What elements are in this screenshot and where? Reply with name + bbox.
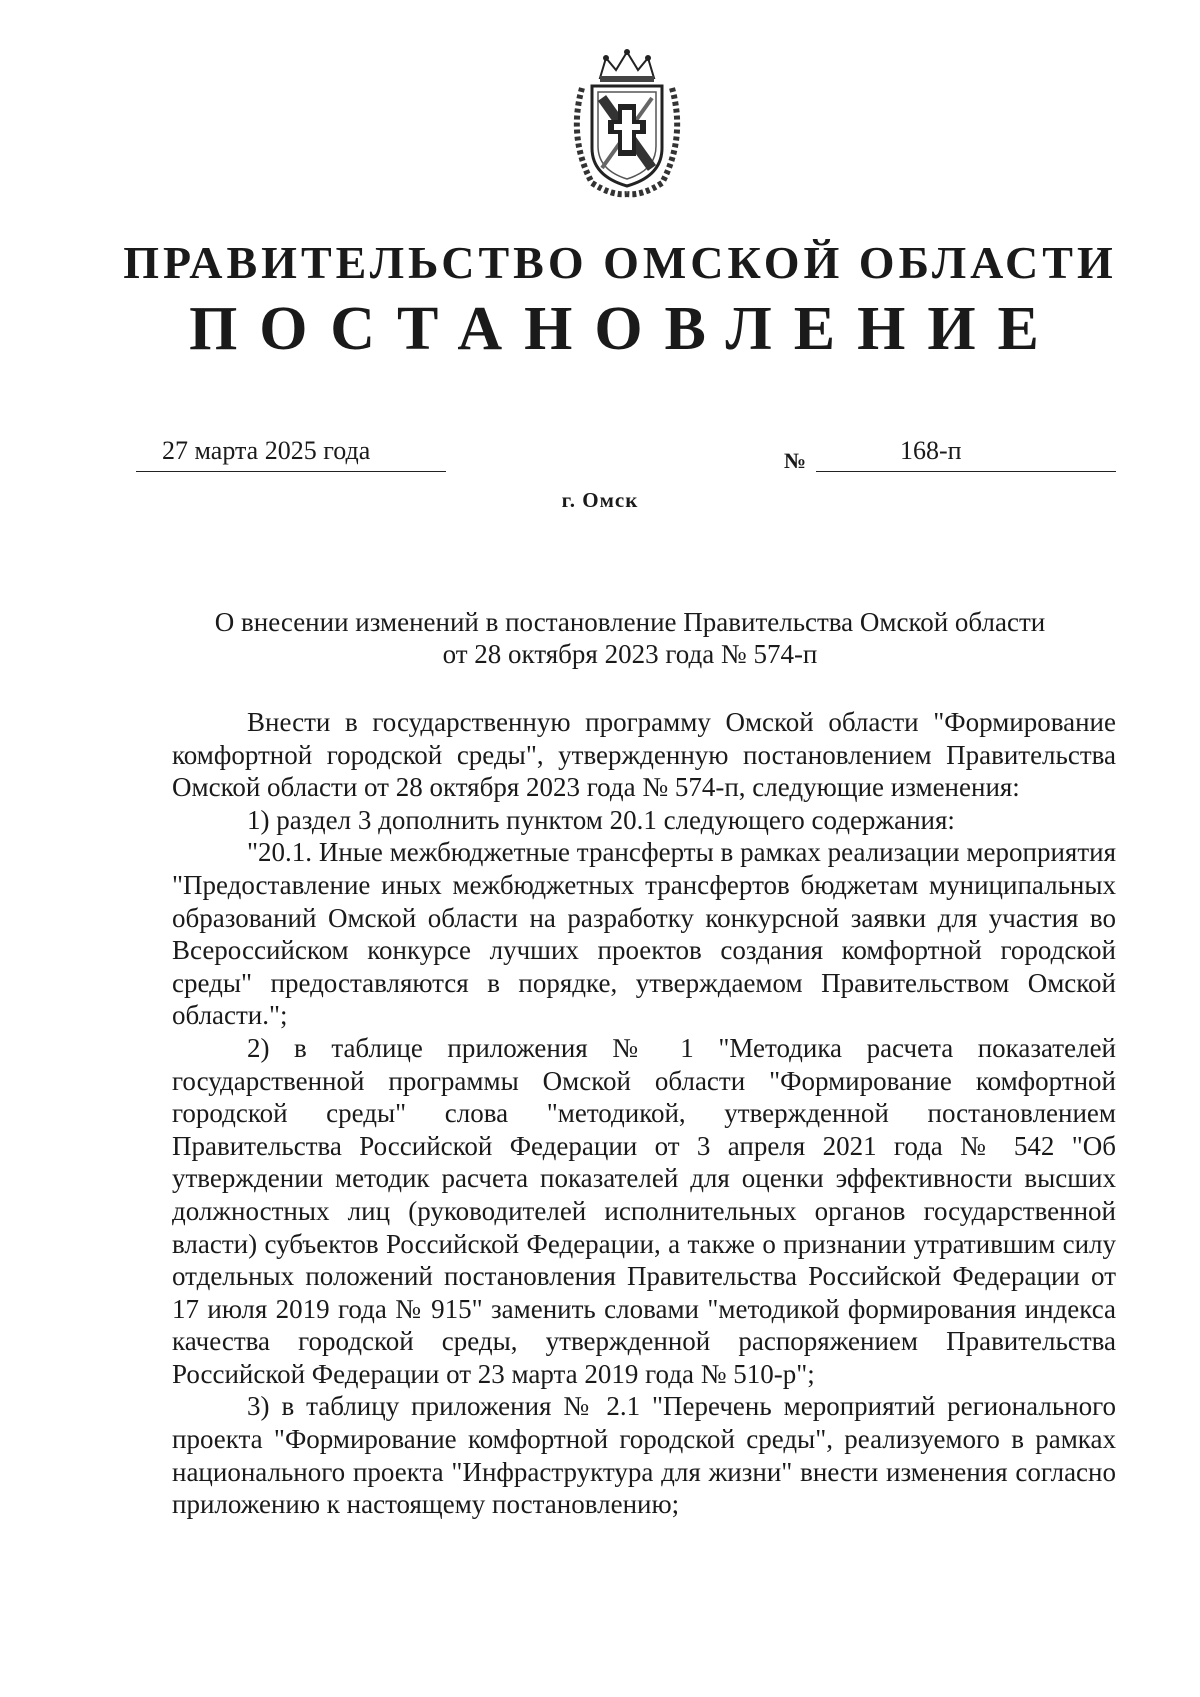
item-1-text: "20.1. Иные межбюджетные трансферты в рамках реализации мероприятия "Предоставление иных межбюджетных трансфертов бюджетам муниципальных образований Омской области на разработку конкурсной заявки для участия во Всероссийском конкурсе лучших проектов создания комфортной городской среды" предоставляются в порядке, утверждаемом Правительством Омской области."; — [172, 837, 1116, 1031]
intro-paragraph: Внести в государственную программу Омской области "Формирование комфортной городской среды", утвержденную постановлением Правительства Омской области от 28 октября 2023 года № 574-п, следующие изменения: — [172, 707, 1116, 803]
document-subject — [160, 606, 1100, 670]
subject-line-1: О внесении изменений в постановление Правительства Омской области — [214, 607, 1046, 637]
item-2: 2) в таблице приложения № 1 "Методика расчета показателей государственной программы Омской области "Формирование комфортной городской среды" слова "методикой, утвержденной постановлением Правительства Российской Федерации от 3 апреля 2021 года № 542 "Об утверждении методик расчета показателей для оценки эффективности высших должностных лиц (руководителей исполнительных органов государственной власти) субъектов Российской Федерации, а также о признании утратившим силу отдельных положений постановления Правительства Российской Федерации от 17 июля 2019 года № 915" заменить словами "методикой формирования индекса качества городской среды, утвержденной распоряжением Правительства Российской Федерации от 23 марта 2019 года № 510-р"; — [172, 1032, 1116, 1389]
city: г. Омск — [561, 488, 639, 512]
item-1: 1) раздел 3 дополнить пунктом 20.1 следующего содержания: — [247, 804, 955, 835]
item-3: 3) в таблицу приложения № 2.1 "Перечень мероприятий регионального проекта "Формирование комфортной городской среды", реализуемого в рамках национального проекта "Инфраструктура для жизни" внести изменения согласно приложению к настоящему постановлению; — [172, 1391, 1116, 1520]
coat-of-arms-icon — [562, 48, 692, 198]
subject-line-2: от 28 октября 2023 года № 574-п — [442, 639, 818, 669]
government-title: ПРАВИТЕЛЬСТВО ОМСКОЙ ОБЛАСТИ — [123, 237, 1117, 288]
document-number: 168-п — [900, 436, 962, 465]
number-sign: № — [784, 448, 807, 473]
document-type-title: ПОСТАНОВЛЕНИЕ — [189, 295, 1061, 363]
number-underline — [816, 436, 1116, 472]
document-date: 27 марта 2025 года — [136, 436, 446, 472]
document-body — [172, 706, 1116, 1521]
